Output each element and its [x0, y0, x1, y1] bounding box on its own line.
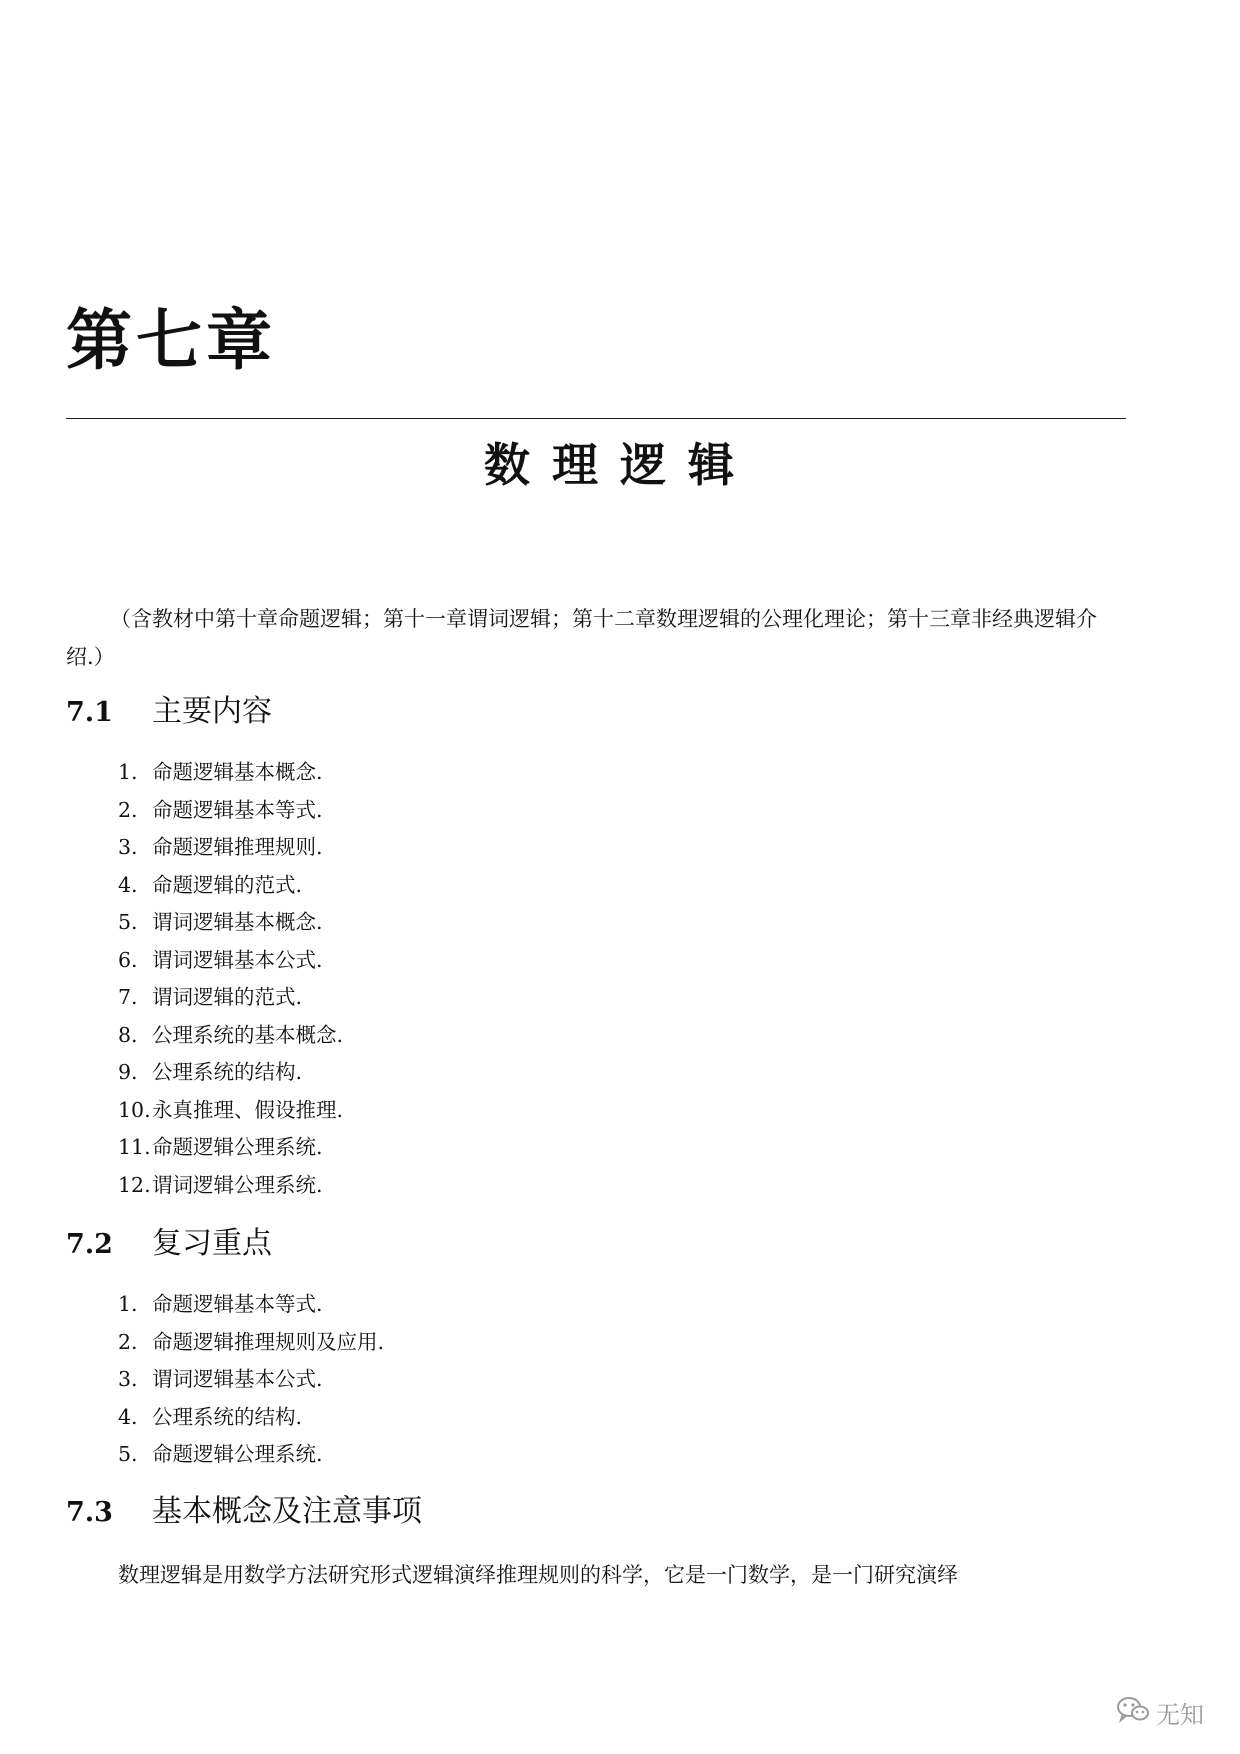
section-title: 主要内容 — [152, 694, 272, 729]
list-item — [118, 829, 343, 867]
chapter-heading: 第七章 — [66, 302, 276, 379]
item-text: 命题逻辑推理规则及应用. — [152, 1329, 385, 1354]
item-text: 谓词逻辑的范式. — [152, 985, 303, 1009]
section-number: 7.3 — [66, 1497, 113, 1528]
item-text: 公理系统的基本概念. — [152, 1022, 344, 1047]
item-number: 4. — [118, 872, 138, 897]
watermark — [1116, 1694, 1204, 1730]
item-number: 8. — [118, 1022, 138, 1047]
section-title: 复习重点 — [152, 1226, 272, 1261]
chapter-title: 数理逻辑 — [484, 438, 756, 492]
item-text: 公理系统的结构. — [152, 1060, 303, 1084]
section-heading-7-2 — [66, 1222, 272, 1266]
list-item — [118, 1129, 343, 1167]
item-text: 谓词逻辑公理系统. — [152, 1172, 323, 1197]
item-number: 2. — [118, 797, 138, 822]
list-item — [118, 1167, 343, 1205]
item-number: 12. — [118, 1172, 151, 1197]
list-item — [118, 1092, 343, 1130]
intro-note: （含教材中第十章命题逻辑；第十一章谓词逻辑；第十二章数理逻辑的公理化理论；第十三章非经典逻辑介绍.） — [66, 607, 1097, 669]
item-number: 5. — [118, 1442, 138, 1466]
section-title: 基本概念及注意事项 — [152, 1494, 422, 1529]
item-text: 命题逻辑基本等式. — [152, 1292, 323, 1316]
item-number: 11. — [118, 1135, 151, 1159]
item-number: 5. — [118, 910, 138, 934]
item-text: 命题逻辑基本概念. — [152, 760, 323, 784]
item-text: 命题逻辑的范式. — [152, 872, 303, 897]
section-number: 7.1 — [66, 697, 113, 728]
list-item — [118, 1399, 384, 1437]
list-item — [118, 867, 343, 905]
item-number: 6. — [118, 947, 138, 972]
item-number: 2. — [118, 1329, 138, 1354]
list-item — [118, 1436, 384, 1474]
list-item — [118, 942, 343, 980]
item-text: 命题逻辑推理规则. — [152, 835, 323, 859]
section-number: 7.2 — [66, 1229, 113, 1260]
item-text: 谓词逻辑基本公式. — [152, 947, 323, 972]
wechat-icon — [1116, 1695, 1150, 1729]
item-number: 3. — [118, 1367, 138, 1391]
section-heading-7-3 — [66, 1490, 422, 1534]
item-text: 命题逻辑基本等式. — [152, 797, 323, 822]
watermark-text: 无知 — [1156, 1700, 1204, 1729]
list-item — [118, 792, 343, 830]
body-paragraph: 数理逻辑是用数学方法研究形式逻辑演绎推理规则的科学，它是一门数学，是一门研究演绎 — [118, 1563, 958, 1587]
list-item — [118, 754, 343, 792]
item-number: 4. — [118, 1404, 138, 1429]
item-number: 3. — [118, 835, 138, 859]
list-item — [118, 979, 343, 1017]
item-number: 10. — [118, 1097, 151, 1122]
review-focus-list — [118, 1286, 384, 1474]
item-text: 公理系统的结构. — [152, 1404, 303, 1429]
item-text: 命题逻辑公理系统. — [152, 1442, 323, 1466]
item-text: 谓词逻辑基本概念. — [152, 910, 323, 934]
item-text: 永真推理、假设推理. — [152, 1097, 344, 1122]
item-number: 7. — [118, 985, 138, 1009]
main-content-list — [118, 754, 343, 1204]
list-item — [118, 1324, 384, 1362]
item-number: 9. — [118, 1060, 138, 1084]
list-item — [118, 1286, 384, 1324]
chapter-divider — [66, 418, 1126, 419]
item-number: 1. — [118, 1292, 138, 1316]
item-number: 1. — [118, 760, 138, 784]
list-item — [118, 1054, 343, 1092]
item-text: 命题逻辑公理系统. — [152, 1135, 323, 1159]
list-item — [118, 1361, 384, 1399]
list-item — [118, 1017, 343, 1055]
item-text: 谓词逻辑基本公式. — [152, 1367, 323, 1391]
section-heading-7-1 — [66, 690, 272, 734]
list-item — [118, 904, 343, 942]
